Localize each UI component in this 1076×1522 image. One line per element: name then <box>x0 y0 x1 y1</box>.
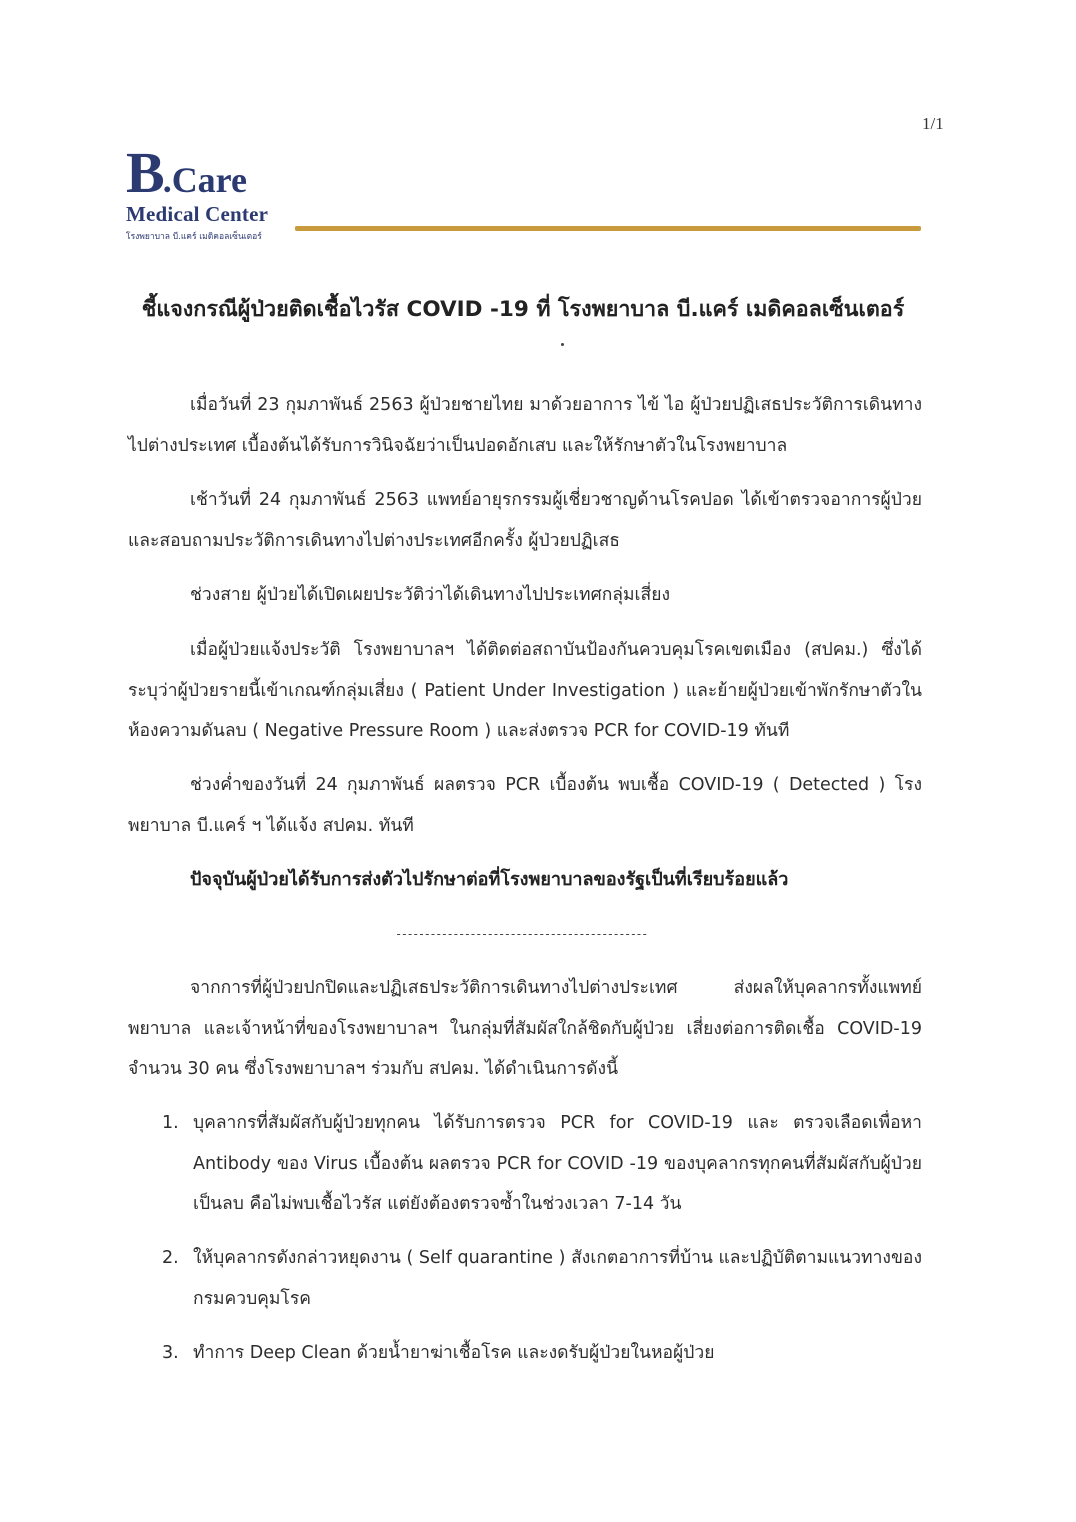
section-separator: -------------------------------------------- <box>395 927 647 941</box>
list-number: 3. <box>162 1343 179 1363</box>
page-number: 1/1 <box>922 114 944 133</box>
header-divider <box>295 226 921 231</box>
action-item-3 <box>162 1333 922 1374</box>
paragraph-3: ช่วงสาย ผู้ป่วยได้เปิดเผยประวัติว่าได้เดินทางไปประเทศกลุ่มเสี่ยง <box>190 585 671 605</box>
stray-dot <box>561 343 564 346</box>
list-text: บุคลากรที่สัมผัสกับผู้ป่วยทุกคน ได้รับการตรวจ PCR for COVID-19 และ ตรวจเลือดเพื่อหา Antibody ของ Virus เบื้องต้น ผลตรวจ PCR for COVID -19 ของบุคลากรทุกคนที่สัมผัสกับผู้ป่วยเป็นลบ คือไม่พบเชื้อไวรัส แต่ยังต้องตรวจซ้ำในช่วงเวลา 7-14 วัน <box>193 1113 922 1214</box>
logo-name-en: Medical Center <box>126 202 269 226</box>
paragraph-2: เช้าวันที่ 24 กุมภาพันธ์ 2563 แพทย์อายุรกรรมผู้เชี่ยวชาญด้านโรคปอด ได้เข้าตรวจอาการผู้ป่วยและสอบถามประวัติการเดินทางไปต่างประเทศอีกครั้ง ผู้ป่วยปฏิเสธ <box>128 490 922 551</box>
action-item-1 <box>162 1103 922 1225</box>
list-number: 2. <box>162 1248 179 1268</box>
document-title: ชี้แจงกรณีผู้ป่วยติดเชื้อไวรัส COVID -19 ที่ โรงพยาบาล บี.แคร์ เมดิคอลเซ็นเตอร์ <box>141 297 905 322</box>
logo-care-text: .Care <box>162 160 247 200</box>
list-text: ทำการ Deep Clean ด้วยน้ำยาฆ่าเชื้อโรค และงดรับผู้ป่วยในหอผู้ป่วย <box>193 1343 715 1363</box>
followup-paragraph: จากการที่ผู้ป่วยปกปิดและปฏิเสธประวัติการเดินทางไปต่างประเทศ ส่งผลให้บุคลากรทั้งแพทย์ พยาบาล และเจ้าหน้าที่ของโรงพยาบาลฯ ในกลุ่มที่สัมผัสใกล้ชิดกับผู้ป่วย เสี่ยงต่อการติดเชื้อ COVID-19 จำนวน 30 คน ซึ่งโรงพยาบาลฯ ร่วมกับ สปคม. ได้ดำเนินการดังนี้ <box>128 978 922 1079</box>
action-item-2 <box>162 1238 922 1319</box>
list-text: ให้บุคลากรดังกล่าวหยุดงาน ( Self quarantine ) สังเกตอาการที่บ้าน และปฏิบัติตามแนวทางของกรมควบคุมโรค <box>193 1248 922 1309</box>
paragraph-5: ช่วงค่ำของวันที่ 24 กุมภาพันธ์ ผลตรวจ PCR เบื้องต้น พบเชื้อ COVID-19 ( Detected ) โรงพยาบาล บี.แคร์ ฯ ได้แจ้ง สปคม. ทันที <box>128 775 922 836</box>
list-number: 1. <box>162 1113 179 1133</box>
paragraph-1: เมื่อวันที่ 23 กุมภาพันธ์ 2563 ผู้ป่วยชายไทย มาด้วยอาการ ไข้ ไอ ผู้ป่วยปฏิเสธประวัติการเดินทางไปต่างประเทศ เบื้องต้นได้รับการวินิจฉัยว่าเป็นปอดอักเสบ และให้รักษาตัวในโรงพยาบาล <box>128 395 922 456</box>
paragraph-4: เมื่อผู้ป่วยแจ้งประวัติ โรงพยาบาลฯ ได้ติดต่อสถาบันป้องกันควบคุมโรคเขตเมือง (สปคม.) ซึ่งได้ระบุว่าผู้ป่วยรายนี้เข้าเกณฑ์กลุ่มเสี่ยง ( Patient Under Investigation ) และย้ายผู้ป่วยเข้าพักรักษาตัวในห้องความดันลบ ( Negative Pressure Room ) และส่งตรวจ PCR for COVID-19 ทันที <box>128 640 922 741</box>
logo-name-th: โรงพยาบาล บี.แคร์ เมดิคอลเซ็นเตอร์ <box>126 232 262 242</box>
status-statement: ปัจจุบันผู้ป่วยได้รับการส่งตัวไปรักษาต่อที่โรงพยาบาลของรัฐเป็นที่เรียบร้อยแล้ว <box>190 869 789 890</box>
hospital-logo <box>126 142 296 243</box>
logo-mark: B <box>126 140 165 205</box>
